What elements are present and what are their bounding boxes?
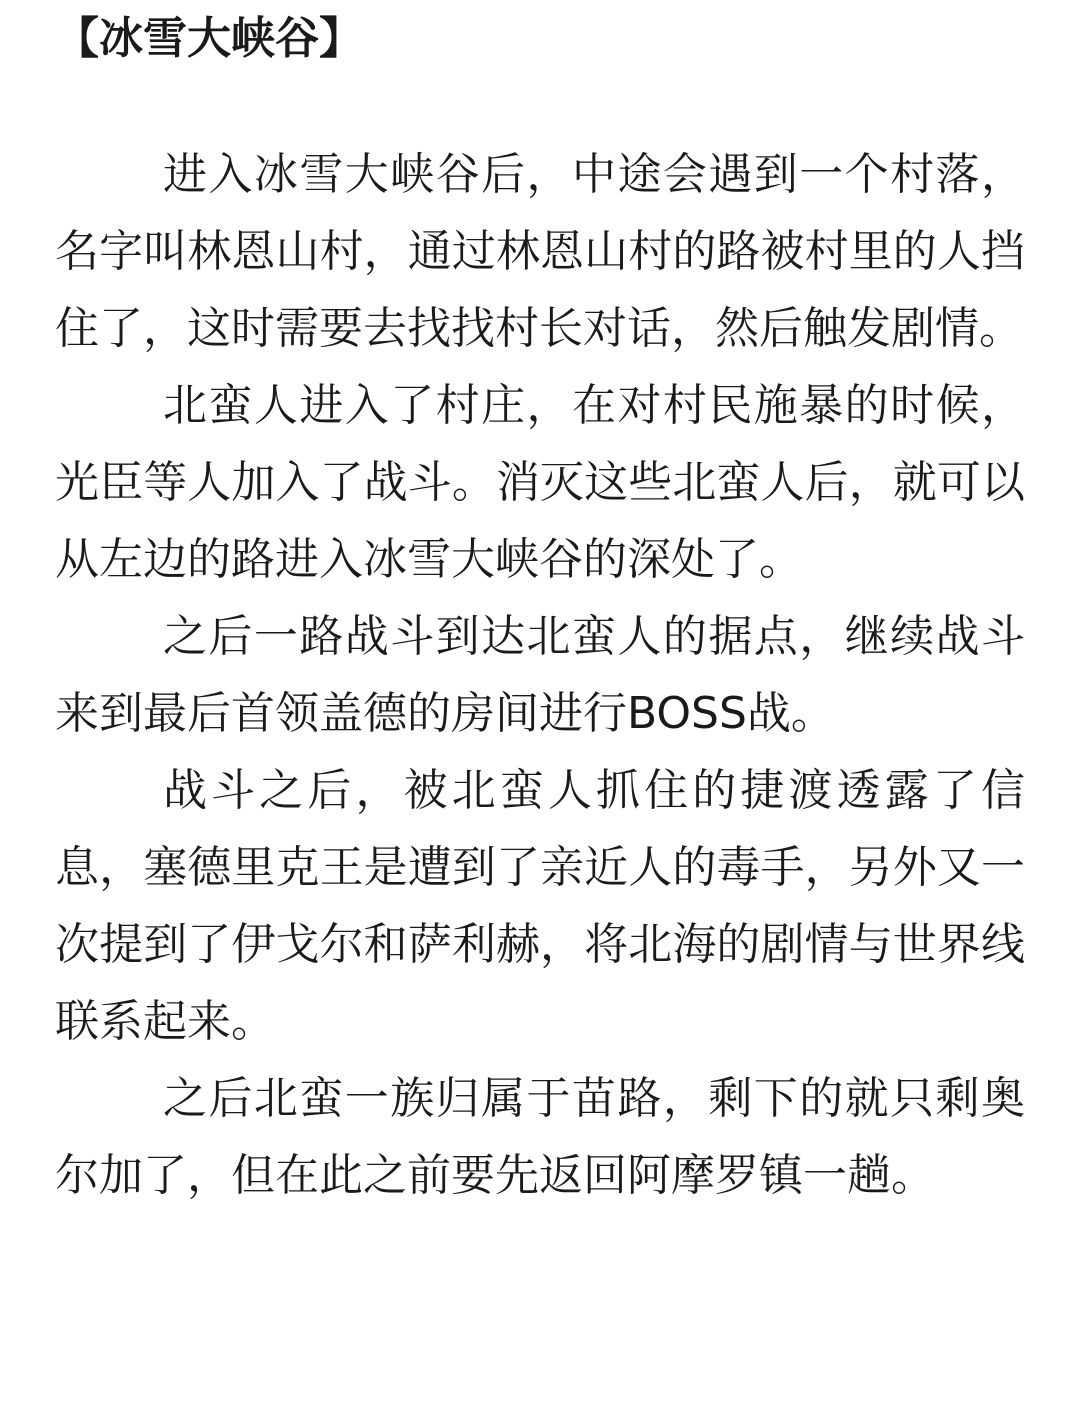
article	[55, 0, 1025, 1214]
paragraph-2: 北蛮人进入了村庄，在对村民施暴的时候，光臣等人加入了战斗。消灭这些北蛮人后，就可以从左边的路进入冰雪大峡谷的深处了。	[55, 380, 1025, 585]
paragraph-4: 战斗之后，被北蛮人抓住的捷渡透露了信息，塞德里克王是遭到了亲近人的毒手，另外又一次提到了伊戈尔和萨利赫，将北海的剧情与世界线联系起来。	[55, 765, 1025, 1047]
paragraph-5: 之后北蛮一族归属于苗路，剩下的就只剩奥尔加了，但在此之前要先返回阿摩罗镇一趟。	[55, 1073, 1025, 1201]
paragraph-1: 进入冰雪大峡谷后，中途会遇到一个村落，名字叫林恩山村，通过林恩山村的路被村里的人挡住了，这时需要去找找村长对话，然后触发剧情。	[55, 149, 1025, 354]
paragraph-3: 之后一路战斗到达北蛮人的据点，继续战斗来到最后首领盖德的房间进行BOSS战。	[55, 611, 1025, 739]
section-title: 【冰雪大峡谷】	[55, 13, 363, 64]
title-spacer	[55, 78, 1025, 136]
